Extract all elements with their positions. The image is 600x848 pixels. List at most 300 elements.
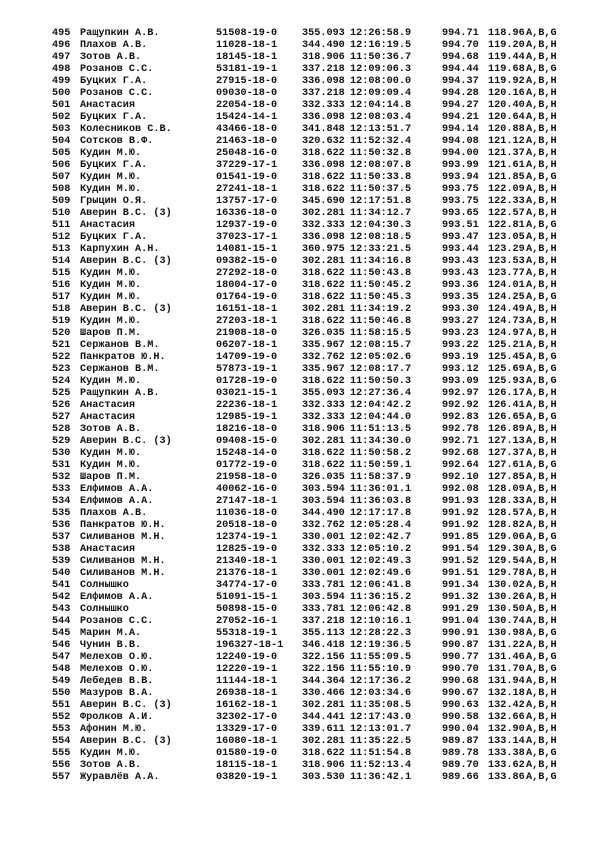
speed-value: 992.08	[442, 484, 479, 495]
distance-value: 332.333	[302, 412, 345, 423]
points-value: 121.37	[488, 148, 525, 159]
distance-value: 355.093	[302, 28, 345, 39]
row-number: 548	[52, 664, 71, 675]
speed-value: 990.63	[442, 700, 479, 711]
participant-name: Грыцин О.Я.	[80, 196, 148, 207]
points-value: 119.92	[488, 76, 525, 87]
participant-name: Елфимов А.А.	[80, 592, 154, 603]
points-value: 132.42	[488, 700, 525, 711]
ring-code: 57873-19-1	[216, 364, 278, 375]
distance-value: 335.967	[302, 364, 345, 375]
points-value: 120.64	[488, 112, 525, 123]
category-codes: A,B,H	[526, 592, 557, 603]
row-number: 517	[52, 292, 71, 303]
category-codes: A,B,H	[526, 52, 557, 63]
speed-value: 993.44	[442, 244, 479, 255]
arrival-time: 12:19:36.5	[350, 640, 412, 651]
points-value: 127.13	[488, 436, 525, 447]
arrival-time: 12:03:34.6	[350, 688, 412, 699]
category-codes: A,B,H	[526, 712, 557, 723]
participant-name: Кудин М.Ю.	[80, 172, 142, 183]
points-value: 119.20	[488, 40, 525, 51]
category-codes: A,B,H	[526, 112, 557, 123]
speed-value: 991.32	[442, 592, 479, 603]
arrival-time: 12:05:28.4	[350, 520, 412, 531]
distance-value: 345.690	[302, 196, 345, 207]
points-value: 130.50	[488, 604, 525, 615]
category-codes: A,B,H	[526, 136, 557, 147]
distance-value: 303.594	[302, 592, 345, 603]
arrival-time: 12:08:03.4	[350, 112, 412, 123]
category-codes: A,B,H	[526, 244, 557, 255]
speed-value: 994.71	[442, 28, 479, 39]
points-value: 133.86	[488, 772, 525, 783]
distance-value: 332.762	[302, 352, 345, 363]
arrival-time: 11:35:22.5	[350, 736, 412, 747]
speed-value: 993.30	[442, 304, 479, 315]
distance-value: 355.093	[302, 388, 345, 399]
category-codes: A,B,H	[526, 484, 557, 495]
arrival-time: 12:08:15.7	[350, 340, 412, 351]
arrival-time: 12:02:49.3	[350, 556, 412, 567]
points-value: 132.66	[488, 712, 525, 723]
row-number: 527	[52, 412, 71, 423]
points-value: 131.70	[488, 664, 525, 675]
arrival-time: 12:08:17.7	[350, 364, 412, 375]
speed-value: 993.36	[442, 280, 479, 291]
arrival-time: 11:50:32.8	[350, 148, 412, 159]
category-codes: A,B,H	[526, 400, 557, 411]
points-value: 127.85	[488, 472, 525, 483]
distance-value: 303.530	[302, 772, 345, 783]
speed-value: 994.27	[442, 100, 479, 111]
row-number: 544	[52, 616, 71, 627]
speed-value: 993.94	[442, 172, 479, 183]
ring-code: 50898-15-0	[216, 604, 278, 615]
points-value: 127.61	[488, 460, 525, 471]
speed-value: 990.68	[442, 676, 479, 687]
participant-name: Анастасия	[80, 100, 136, 111]
ring-code: 11144-18-1	[216, 676, 278, 687]
row-number: 543	[52, 604, 71, 615]
participant-name: Сержанов В.М.	[80, 340, 160, 351]
row-number: 512	[52, 232, 71, 243]
points-value: 123.05	[488, 232, 525, 243]
speed-value: 992.71	[442, 436, 479, 447]
category-codes: A,B,G	[526, 220, 557, 231]
ring-code: 196327-18-1	[216, 640, 284, 651]
ring-code: 18115-18-1	[216, 760, 278, 771]
participant-name: Буцких Г.А.	[80, 112, 148, 123]
category-codes: A,B,H	[526, 304, 557, 315]
ring-code: 18004-17-0	[216, 280, 278, 291]
speed-value: 992.64	[442, 460, 479, 471]
row-number: 557	[52, 772, 71, 783]
distance-value: 332.333	[302, 220, 345, 231]
arrival-time: 11:34:16.8	[350, 256, 412, 267]
category-codes: A,B,H	[526, 604, 557, 615]
arrival-time: 12:33:21.5	[350, 244, 412, 255]
ring-code: 11036-18-0	[216, 508, 278, 519]
category-codes: A,B,H	[526, 700, 557, 711]
participant-name: Розанов С.С.	[80, 64, 154, 75]
category-codes: A,B,H	[526, 316, 557, 327]
distance-value: 330.001	[302, 556, 345, 567]
speed-value: 994.21	[442, 112, 479, 123]
participant-name: Буцких Г.А.	[80, 76, 148, 87]
distance-value: 360.975	[302, 244, 345, 255]
points-value: 126.17	[488, 388, 525, 399]
distance-value: 322.156	[302, 664, 345, 675]
category-codes: A,B,H	[526, 232, 557, 243]
category-codes: A,B,H	[526, 268, 557, 279]
speed-value: 990.77	[442, 652, 479, 663]
ring-code: 01541-19-0	[216, 172, 278, 183]
ring-code: 40062-16-0	[216, 484, 278, 495]
ring-code: 01580-19-0	[216, 748, 278, 759]
points-value: 121.12	[488, 136, 525, 147]
participant-name: Солнышко	[80, 604, 129, 615]
distance-value: 318.622	[302, 460, 345, 471]
speed-value: 994.44	[442, 64, 479, 75]
distance-value: 333.781	[302, 580, 345, 591]
participant-name: Ращупкин А.В.	[80, 28, 160, 39]
points-value: 129.06	[488, 532, 525, 543]
row-number: 523	[52, 364, 71, 375]
ring-code: 27052-16-1	[216, 616, 278, 627]
category-codes: A,B,H	[526, 424, 557, 435]
ring-code: 06207-18-1	[216, 340, 278, 351]
category-codes: A,B,G	[526, 652, 557, 663]
arrival-time: 11:50:50.3	[350, 376, 412, 387]
row-number: 555	[52, 748, 71, 759]
category-codes: A,B,H	[526, 520, 557, 531]
arrival-time: 12:04:44.0	[350, 412, 412, 423]
speed-value: 994.00	[442, 148, 479, 159]
speed-value: 991.51	[442, 568, 479, 579]
row-number: 506	[52, 160, 71, 171]
points-value: 132.18	[488, 688, 525, 699]
distance-value: 336.098	[302, 76, 345, 87]
points-value: 127.37	[488, 448, 525, 459]
category-codes: A,B,G	[526, 460, 557, 471]
points-value: 129.30	[488, 544, 525, 555]
row-number: 552	[52, 712, 71, 723]
ring-code: 01728-19-0	[216, 376, 278, 387]
row-number: 534	[52, 496, 71, 507]
ring-code: 15248-14-0	[216, 448, 278, 459]
points-value: 122.33	[488, 196, 525, 207]
row-number: 503	[52, 124, 71, 135]
row-number: 520	[52, 328, 71, 339]
speed-value: 993.19	[442, 352, 479, 363]
ring-code: 26938-18-1	[216, 688, 278, 699]
category-codes: A,B,H	[526, 436, 557, 447]
speed-value: 991.85	[442, 532, 479, 543]
category-codes: A,B,G	[526, 532, 557, 543]
ring-code: 15424-14-1	[216, 112, 278, 123]
category-codes: A,B,H	[526, 208, 557, 219]
participant-name: Кудин М.Ю.	[80, 184, 142, 195]
points-value: 132.90	[488, 724, 525, 735]
row-number: 539	[52, 556, 71, 567]
participant-name: Кудин М.Ю.	[80, 376, 142, 387]
points-value: 128.09	[488, 484, 525, 495]
participant-name: Мазуров В.А.	[80, 688, 154, 699]
category-codes: A,B,G	[526, 376, 557, 387]
category-codes: A,B,G	[526, 292, 557, 303]
row-number: 515	[52, 268, 71, 279]
category-codes: A,B,H	[526, 556, 557, 567]
participant-name: Анастасия	[80, 220, 136, 231]
arrival-time: 11:35:08.5	[350, 700, 412, 711]
row-number: 532	[52, 472, 71, 483]
ring-code: 12937-19-0	[216, 220, 278, 231]
category-codes: A,B,H	[526, 388, 557, 399]
points-value: 118.96	[488, 28, 525, 39]
arrival-time: 11:55:09.5	[350, 652, 412, 663]
points-value: 124.73	[488, 316, 525, 327]
distance-value: 322.156	[302, 652, 345, 663]
arrival-time: 12:27:36.4	[350, 388, 412, 399]
participant-name: Мелехов О.Ю.	[80, 664, 154, 675]
ring-code: 21908-18-0	[216, 328, 278, 339]
ring-code: 43466-18-0	[216, 124, 278, 135]
points-value: 119.68	[488, 64, 525, 75]
points-value: 120.40	[488, 100, 525, 111]
distance-value: 336.098	[302, 112, 345, 123]
row-number: 519	[52, 316, 71, 327]
ring-code: 09382-15-0	[216, 256, 278, 267]
distance-value: 320.632	[302, 136, 345, 147]
participant-name: Зотов А.В.	[80, 760, 142, 771]
participant-name: Анастасия	[80, 400, 136, 411]
distance-value: 318.622	[302, 280, 345, 291]
arrival-time: 12:05:02.6	[350, 352, 412, 363]
category-codes: A,B,H	[526, 496, 557, 507]
ring-code: 21340-18-1	[216, 556, 278, 567]
ring-code: 12985-19-1	[216, 412, 278, 423]
participant-name: Солнышко	[80, 580, 129, 591]
ring-code: 51091-15-1	[216, 592, 278, 603]
arrival-time: 12:06:41.8	[350, 580, 412, 591]
speed-value: 992.10	[442, 472, 479, 483]
arrival-time: 12:28:22.3	[350, 628, 412, 639]
speed-value: 990.91	[442, 628, 479, 639]
speed-value: 993.27	[442, 316, 479, 327]
points-value: 126.65	[488, 412, 525, 423]
points-value: 125.21	[488, 340, 525, 351]
category-codes: A,B,H	[526, 280, 557, 291]
arrival-time: 12:08:00.0	[350, 76, 412, 87]
points-value: 122.81	[488, 220, 525, 231]
distance-value: 332.333	[302, 400, 345, 411]
ring-code: 12825-19-0	[216, 544, 278, 555]
distance-value: 303.594	[302, 496, 345, 507]
ring-code: 21376-18-1	[216, 568, 278, 579]
distance-value: 355.113	[302, 628, 345, 639]
category-codes: A,B,H	[526, 328, 557, 339]
row-number: 529	[52, 436, 71, 447]
distance-value: 339.611	[302, 724, 345, 735]
arrival-time: 12:06:42.8	[350, 604, 412, 615]
participant-name: Зотов А.В.	[80, 424, 142, 435]
speed-value: 993.51	[442, 220, 479, 231]
ring-code: 18145-18-1	[216, 52, 278, 63]
distance-value: 318.622	[302, 748, 345, 759]
points-value: 130.74	[488, 616, 525, 627]
ring-code: 12240-19-0	[216, 652, 278, 663]
distance-value: 330.001	[302, 568, 345, 579]
category-codes: A,B,H	[526, 88, 557, 99]
row-number: 521	[52, 340, 71, 351]
distance-value: 326.035	[302, 328, 345, 339]
speed-value: 994.37	[442, 76, 479, 87]
participant-name: Елфимов А.А.	[80, 496, 154, 507]
category-codes: A,B,H	[526, 472, 557, 483]
participant-name: Розанов С.С.	[80, 88, 154, 99]
speed-value: 990.87	[442, 640, 479, 651]
participant-name: Шаров П.М.	[80, 328, 142, 339]
distance-value: 333.781	[302, 604, 345, 615]
category-codes: A,B,H	[526, 616, 557, 627]
row-number: 526	[52, 400, 71, 411]
distance-value: 318.906	[302, 424, 345, 435]
speed-value: 989.78	[442, 748, 479, 759]
ring-code: 27292-18-0	[216, 268, 278, 279]
arrival-time: 11:36:42.1	[350, 772, 412, 783]
speed-value: 993.09	[442, 376, 479, 387]
row-number: 556	[52, 760, 71, 771]
distance-value: 336.098	[302, 232, 345, 243]
row-number: 504	[52, 136, 71, 147]
speed-value: 992.78	[442, 424, 479, 435]
participant-name: Силиванов М.Н.	[80, 568, 166, 579]
arrival-time: 12:26:58.9	[350, 28, 412, 39]
speed-value: 991.93	[442, 496, 479, 507]
participant-name: Чунин В.В.	[80, 640, 142, 651]
arrival-time: 12:02:49.6	[350, 568, 412, 579]
ring-code: 16162-18-1	[216, 700, 278, 711]
row-number: 536	[52, 520, 71, 531]
distance-value: 344.441	[302, 712, 345, 723]
ring-code: 03820-19-1	[216, 772, 278, 783]
distance-value: 302.281	[302, 304, 345, 315]
distance-value: 318.622	[302, 448, 345, 459]
category-codes: A,B,G	[526, 748, 557, 759]
distance-value: 318.622	[302, 148, 345, 159]
row-number: 542	[52, 592, 71, 603]
ring-code: 27241-18-1	[216, 184, 278, 195]
category-codes: A,B,H	[526, 736, 557, 747]
participant-name: Плахов А.В.	[80, 508, 148, 519]
distance-value: 337.218	[302, 64, 345, 75]
distance-value: 302.281	[302, 436, 345, 447]
points-value: 125.45	[488, 352, 525, 363]
participant-name: Буцких Г.А.	[80, 232, 148, 243]
speed-value: 991.34	[442, 580, 479, 591]
points-value: 126.41	[488, 400, 525, 411]
row-number: 499	[52, 76, 71, 87]
category-codes: A,B,H	[526, 160, 557, 171]
speed-value: 993.43	[442, 256, 479, 267]
arrival-time: 12:17:43.0	[350, 712, 412, 723]
participant-name: Кудин М.Ю.	[80, 292, 142, 303]
category-codes: A,B,G	[526, 64, 557, 75]
row-number: 495	[52, 28, 71, 39]
row-number: 524	[52, 376, 71, 387]
speed-value: 992.83	[442, 412, 479, 423]
category-codes: A,B,H	[526, 256, 557, 267]
category-codes: A,B,G	[526, 364, 557, 375]
row-number: 508	[52, 184, 71, 195]
points-value: 121.85	[488, 172, 525, 183]
ring-code: 12220-19-1	[216, 664, 278, 675]
points-value: 125.69	[488, 364, 525, 375]
row-number: 498	[52, 64, 71, 75]
distance-value: 332.333	[302, 100, 345, 111]
distance-value: 318.622	[302, 268, 345, 279]
row-number: 511	[52, 220, 71, 231]
category-codes: A,B,H	[526, 508, 557, 519]
ring-code: 16336-18-0	[216, 208, 278, 219]
points-value: 123.77	[488, 268, 525, 279]
category-codes: A,B,H	[526, 724, 557, 735]
speed-value: 991.29	[442, 604, 479, 615]
category-codes: A,B,H	[526, 148, 557, 159]
speed-value: 991.92	[442, 508, 479, 519]
distance-value: 318.906	[302, 52, 345, 63]
points-value: 124.49	[488, 304, 525, 315]
arrival-time: 12:05:10.2	[350, 544, 412, 555]
ring-code: 22236-18-1	[216, 400, 278, 411]
ring-code: 22054-18-0	[216, 100, 278, 111]
ring-code: 12374-19-1	[216, 532, 278, 543]
participant-name: Плахов А.В.	[80, 40, 148, 51]
participant-name: Ращупкин А.В.	[80, 388, 160, 399]
arrival-time: 11:50:33.8	[350, 172, 412, 183]
participant-name: Мелехов О.Ю.	[80, 652, 154, 663]
arrival-time: 12:08:18.5	[350, 232, 412, 243]
category-codes: A,B,H	[526, 184, 557, 195]
speed-value: 989.70	[442, 760, 479, 771]
points-value: 133.14	[488, 736, 525, 747]
distance-value: 318.622	[302, 184, 345, 195]
category-codes: A,B,G	[526, 628, 557, 639]
points-value: 128.33	[488, 496, 525, 507]
row-number: 545	[52, 628, 71, 639]
arrival-time: 11:51:54.8	[350, 748, 412, 759]
distance-value: 318.622	[302, 316, 345, 327]
distance-value: 337.218	[302, 88, 345, 99]
category-codes: A,B,H	[526, 688, 557, 699]
arrival-time: 12:04:42.2	[350, 400, 412, 411]
ring-code: 13757-17-0	[216, 196, 278, 207]
points-value: 123.29	[488, 244, 525, 255]
row-number: 507	[52, 172, 71, 183]
distance-value: 318.906	[302, 760, 345, 771]
points-value: 124.25	[488, 292, 525, 303]
participant-name: Аверин В.С. (3)	[80, 256, 172, 267]
row-number: 540	[52, 568, 71, 579]
participant-name: Кудин М.Ю.	[80, 148, 142, 159]
row-number: 513	[52, 244, 71, 255]
category-codes: A,B,H	[526, 340, 557, 351]
arrival-time: 11:36:15.2	[350, 592, 412, 603]
distance-value: 341.848	[302, 124, 345, 135]
ring-code: 16151-18-1	[216, 304, 278, 315]
row-number: 501	[52, 100, 71, 111]
